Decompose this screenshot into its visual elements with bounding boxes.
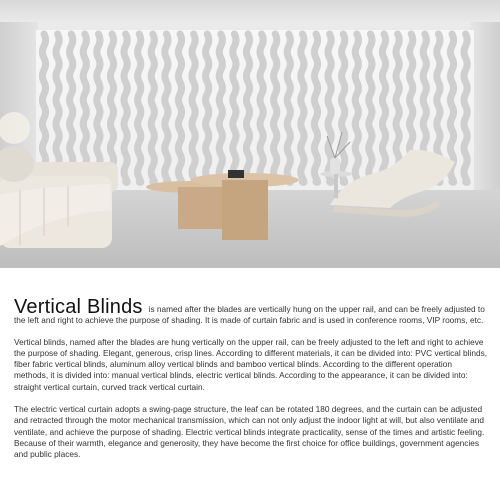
- blind-slat: [382, 34, 385, 183]
- article: [14, 296, 488, 472]
- article-title: Vertical Blinds: [14, 296, 143, 318]
- blind-slat: [246, 34, 249, 183]
- intro-block: [14, 296, 488, 327]
- blind-slat: [219, 34, 222, 183]
- blind-slat: [314, 34, 317, 183]
- blind-slat: [206, 34, 209, 183]
- blind-slat: [42, 34, 45, 183]
- blind-slat: [287, 34, 290, 183]
- lamp: [0, 112, 30, 144]
- blind-slat: [464, 34, 467, 183]
- intro-text: is named after the blades are vertically hung on the upper rail, and can be freely adjusted to the left and right to achieve the purpose of shading. It is made of curtain fabric and is used in conference rooms, VIP rooms, etc.: [14, 304, 485, 326]
- blind-slat: [70, 34, 73, 183]
- lounge-chair: [330, 150, 455, 217]
- blind-slat: [56, 34, 59, 183]
- blind-slat: [138, 34, 141, 183]
- blind-slat: [124, 34, 127, 183]
- blind-slat: [396, 34, 399, 183]
- blind-slat: [260, 34, 263, 183]
- blind-slat: [233, 34, 236, 183]
- blind-slat: [192, 34, 195, 183]
- blind-slat: [178, 34, 181, 183]
- blind-slat: [97, 34, 100, 183]
- blind-slat: [274, 34, 277, 183]
- blind-slat: [110, 34, 113, 183]
- blind-slat: [301, 34, 304, 183]
- blind-slat: [165, 34, 168, 183]
- blind-slat: [83, 34, 86, 183]
- blind-slat: [342, 34, 345, 183]
- paragraph-types: Vertical blinds, named after the blades are hung vertically on the upper rail, can be freely adjusted to the left and right to achieve the purpose of shading. Elegant, generous, crisp lines. According to different materials, it can be divided into: PVC vertical blinds, fiber fabric vertical blinds, aluminum alloy vertical blinds and bamboo vertical blinds. According to the different operation methods, it is divided into: manual vertical blinds, electric vertical blinds. According to the appearance, it can be divided into: straight vertical curtain, curved track vertical curtain.: [14, 336, 488, 392]
- blind-slat: [355, 34, 358, 183]
- blind-slat: [369, 34, 372, 183]
- paragraph-electric: The electric vertical curtain adopts a swing-page structure, the leaf can be rotated 180 degrees, and the curtain can be adjusted and retracted through the motor mechanical transmission, which can not only adjust the indoor light at will, but also ventilate and ventilate, and achieve the purpose of shading. Electric vertical blinds integrate practicality, sense of the times and artistic feeling. Because of their warmth, elegance and generosity, they have become the first choice for office buildings, government agencies and public places.: [14, 404, 485, 460]
- blind-slat: [151, 34, 154, 183]
